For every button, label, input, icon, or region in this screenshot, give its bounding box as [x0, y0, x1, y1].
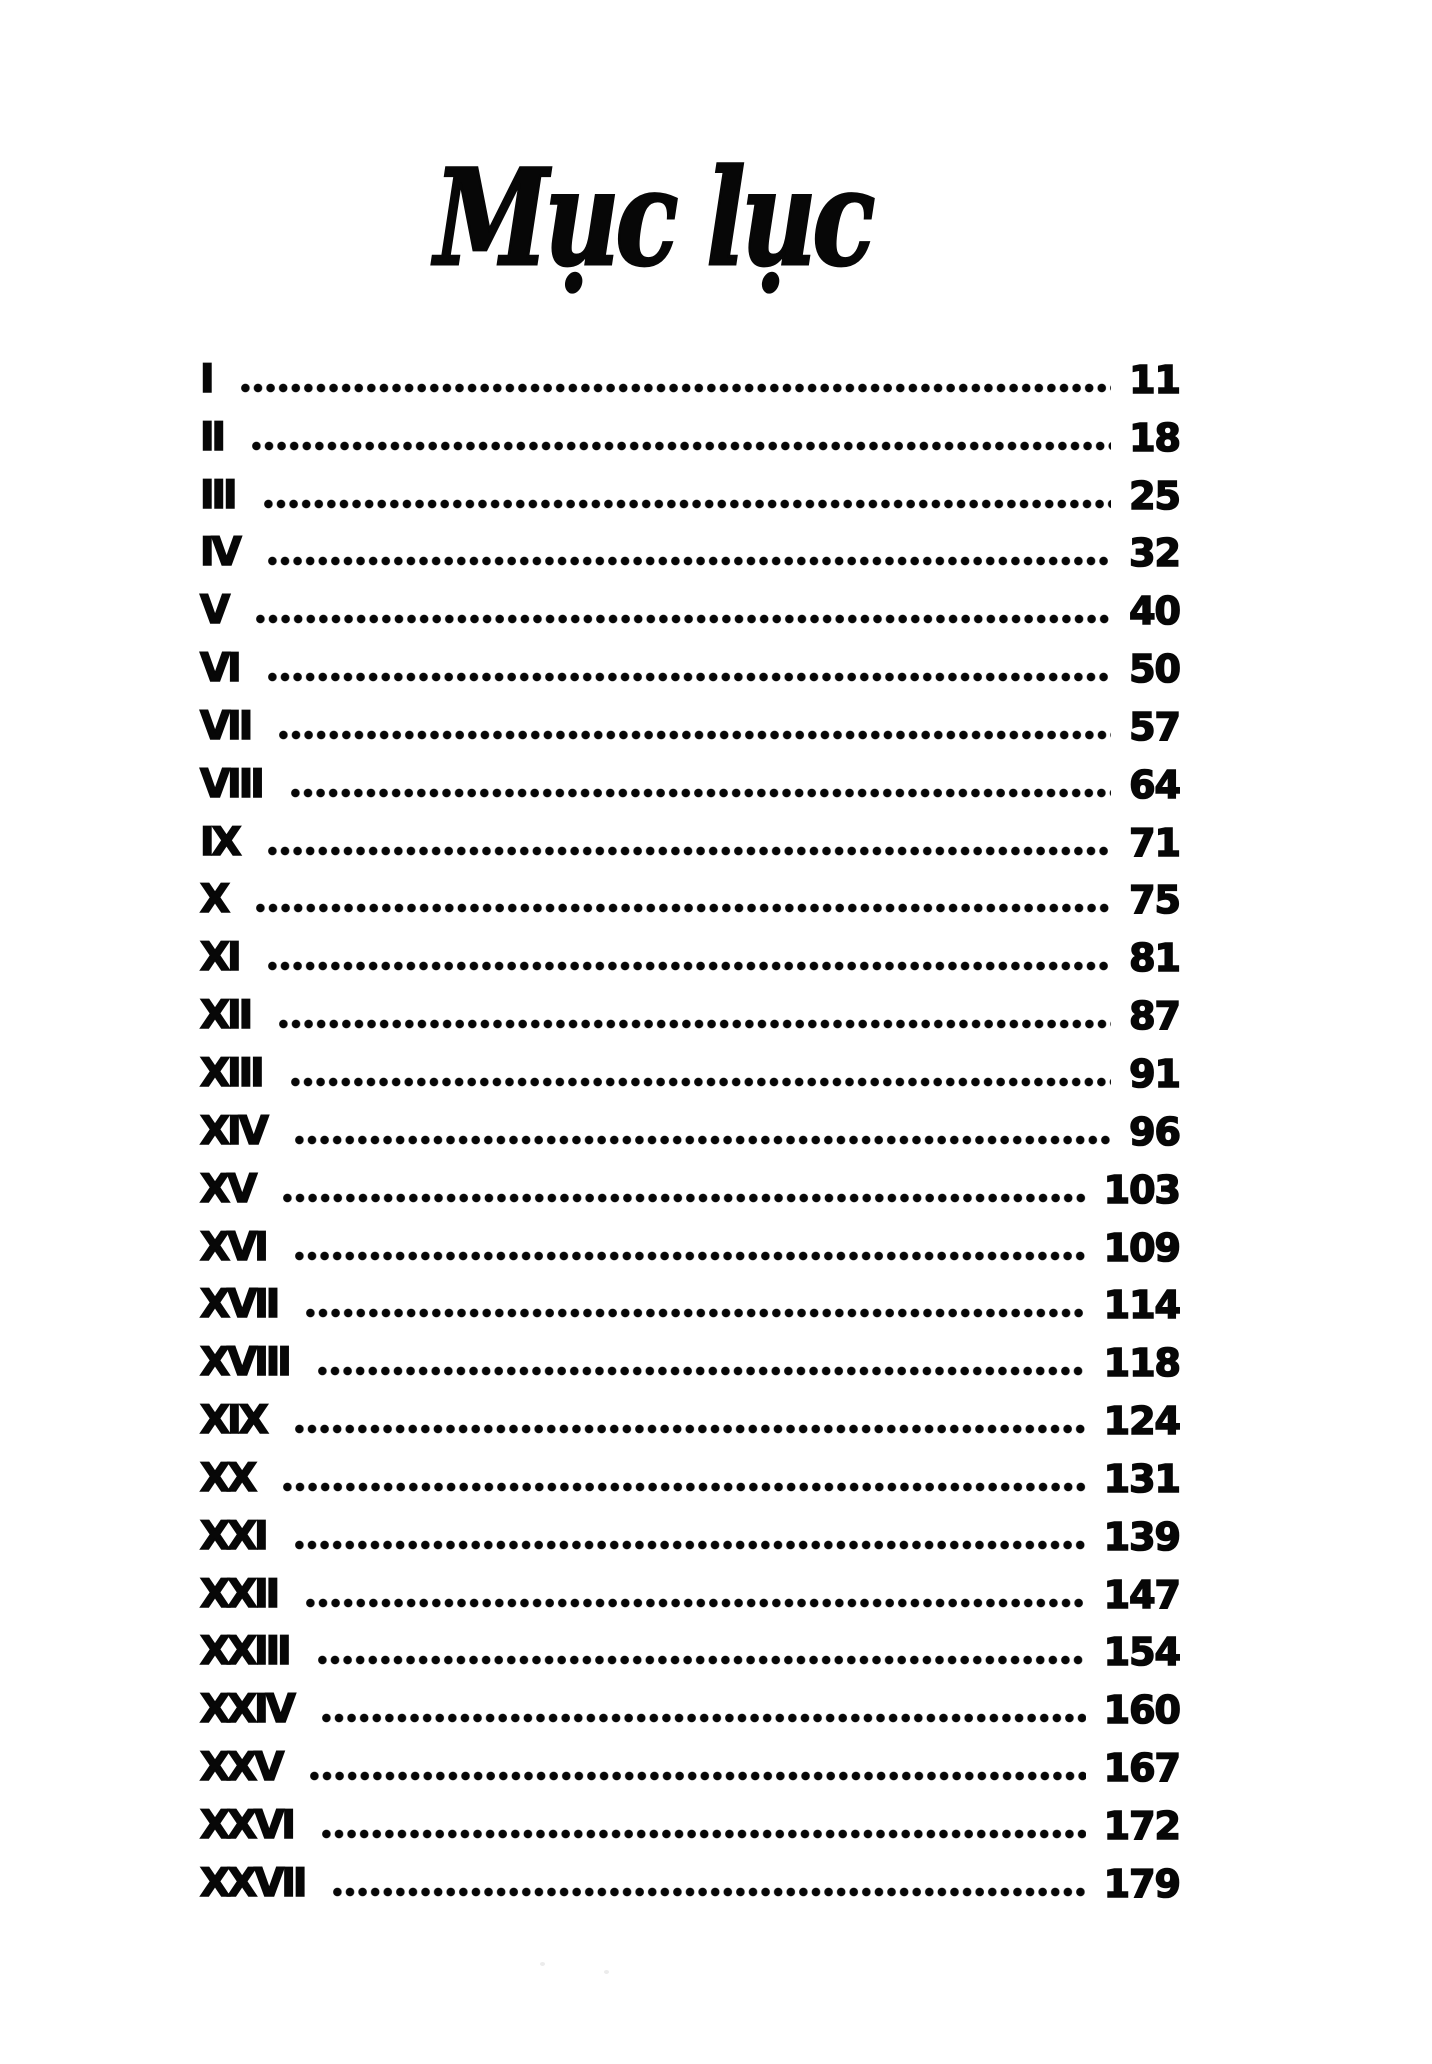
toc-entry-numeral: X: [200, 877, 228, 923]
toc-row: [200, 805, 1180, 863]
toc-entry-numeral: V: [200, 588, 228, 634]
toc-row: [200, 1036, 1180, 1094]
dot-leader: [306, 1308, 1085, 1318]
dot-leader: [279, 730, 1111, 740]
toc-entry-page-number: 147: [1103, 1572, 1180, 1617]
numeral-gap: [269, 1556, 285, 1557]
dot-leader: [252, 441, 1111, 451]
dot-leader: [268, 672, 1111, 682]
toc-row: [200, 1672, 1180, 1733]
numeral-gap: [280, 1614, 296, 1615]
toc-list: [200, 342, 1180, 1904]
toc-entry-numeral: XVIII: [200, 1340, 289, 1386]
toc-row: [200, 747, 1180, 805]
page-title: [0, 140, 1306, 298]
toc-row: [200, 342, 1180, 400]
numeral-gap: [253, 1035, 269, 1036]
numeral-gap: [265, 804, 281, 805]
numeral-gap: [296, 1729, 312, 1730]
toc-row: [200, 573, 1180, 634]
toc-entry-numeral: XXVI: [200, 1802, 293, 1848]
numeral-gap: [269, 1151, 285, 1152]
numeral-gap: [284, 1787, 300, 1788]
numeral-gap: [253, 746, 269, 747]
toc-entry-page-number: 25: [1129, 473, 1180, 518]
toc-row: [200, 920, 1180, 981]
dot-leader: [318, 1366, 1086, 1376]
dot-leader: [295, 1135, 1111, 1145]
toc-entry-numeral: XVI: [200, 1224, 266, 1270]
toc-entry-page-number: 64: [1129, 762, 1180, 807]
dot-leader: [268, 961, 1112, 971]
toc-entry-page-number: 109: [1103, 1225, 1180, 1270]
toc-entry-page-number: 118: [1103, 1341, 1180, 1386]
toc-row: [200, 400, 1180, 458]
toc-entry-numeral: XXII: [200, 1571, 278, 1617]
toc-row: [200, 1730, 1180, 1791]
toc-entry-numeral: XI: [200, 935, 239, 981]
dot-leader: [256, 903, 1111, 913]
toc-entry-numeral: I: [200, 356, 212, 402]
toc-entry-page-number: 91: [1129, 1051, 1180, 1096]
toc-entry-page-number: 124: [1103, 1399, 1180, 1444]
toc-entry-numeral: XXIV: [200, 1687, 293, 1733]
toc-row: [200, 1152, 1180, 1210]
dot-leader: [295, 1424, 1086, 1434]
toc-entry-numeral: XIV: [200, 1108, 266, 1154]
toc-entry-numeral: VIII: [200, 761, 262, 807]
dot-leader: [283, 1193, 1085, 1203]
numeral-gap: [242, 688, 258, 689]
numeral-gap: [296, 1845, 312, 1846]
numeral-gap: [269, 1267, 285, 1268]
numeral-gap: [269, 1440, 285, 1441]
toc-entry-numeral: XIII: [200, 1050, 262, 1096]
toc-entry-numeral: XV: [200, 1166, 255, 1212]
toc-entry-numeral: XII: [200, 993, 251, 1039]
toc-row: [200, 1325, 1180, 1386]
toc-entry-numeral: XIX: [200, 1398, 266, 1444]
toc-entry-numeral: XX: [200, 1455, 255, 1501]
toc-entry-numeral: IX: [200, 819, 239, 865]
numeral-gap: [307, 1903, 323, 1904]
toc-row: [200, 1383, 1180, 1444]
numeral-gap: [215, 399, 231, 400]
toc-entry-page-number: 172: [1103, 1803, 1180, 1848]
dot-leader: [264, 499, 1112, 509]
toc-entry-page-number: 87: [1129, 994, 1180, 1039]
toc-row: [200, 1788, 1180, 1846]
numeral-gap: [238, 515, 254, 516]
toc-entry-page-number: 32: [1129, 531, 1180, 576]
dot-leader: [279, 1019, 1111, 1029]
dot-leader: [322, 1713, 1086, 1723]
toc-row: [200, 1094, 1180, 1152]
toc-entry-page-number: 103: [1103, 1167, 1180, 1212]
toc-entry-page-number: 57: [1129, 704, 1180, 749]
toc-entry-numeral: XXV: [200, 1745, 282, 1791]
dot-leader: [291, 788, 1111, 798]
toc-entry-numeral: III: [200, 472, 235, 518]
toc-row: [200, 1499, 1180, 1557]
toc-entry-page-number: 71: [1129, 820, 1180, 865]
toc-entry-page-number: 139: [1103, 1514, 1180, 1559]
toc-entry-numeral: IV: [200, 530, 239, 576]
toc-row: [200, 1615, 1180, 1673]
numeral-gap: [226, 457, 242, 458]
numeral-gap: [280, 1324, 296, 1325]
dot-leader: [283, 1482, 1086, 1492]
page-title-text: Mục lục: [434, 141, 872, 296]
numeral-gap: [230, 919, 246, 920]
toc-entry-page-number: 40: [1129, 589, 1180, 634]
toc-entry-page-number: 75: [1129, 878, 1180, 923]
dot-leader: [295, 1251, 1086, 1261]
toc-row: [200, 863, 1180, 921]
toc-row: [200, 1210, 1180, 1268]
toc-row: [200, 1268, 1180, 1326]
dot-leader: [310, 1771, 1085, 1781]
numeral-gap: [265, 1093, 281, 1094]
dot-leader: [318, 1655, 1086, 1665]
toc-entry-numeral: XVII: [200, 1282, 278, 1328]
toc-entry-page-number: 81: [1129, 936, 1180, 981]
numeral-gap: [242, 572, 258, 573]
toc-row: [200, 1557, 1180, 1615]
dot-leader: [322, 1829, 1086, 1839]
toc-entry-numeral: XXI: [200, 1513, 266, 1559]
dot-leader: [268, 556, 1111, 566]
toc-entry-page-number: 154: [1103, 1630, 1180, 1675]
numeral-gap: [292, 1382, 308, 1383]
toc-entry-page-number: 179: [1103, 1861, 1180, 1906]
toc-entry-numeral: VI: [200, 646, 239, 692]
toc-entry-page-number: 114: [1103, 1283, 1180, 1328]
toc-entry-numeral: XXVII: [200, 1860, 305, 1906]
dot-leader: [256, 614, 1111, 624]
scan-speck: [540, 1962, 545, 1966]
toc-entry-page-number: 18: [1129, 415, 1180, 460]
toc-entry-page-number: 160: [1103, 1688, 1180, 1733]
dot-leader: [268, 846, 1112, 856]
numeral-gap: [257, 1209, 273, 1210]
numeral-gap: [242, 862, 258, 863]
toc-entry-page-number: 11: [1129, 357, 1180, 402]
scan-speck: [604, 1970, 609, 1974]
toc-entry-numeral: II: [200, 414, 224, 460]
toc-entry-page-number: 50: [1129, 647, 1180, 692]
dot-leader: [295, 1540, 1086, 1550]
dot-leader: [306, 1598, 1086, 1608]
dot-leader: [291, 1077, 1112, 1087]
toc-entry-numeral: XXIII: [200, 1629, 289, 1675]
dot-leader: [333, 1887, 1085, 1897]
toc-entry-numeral: VII: [200, 703, 251, 749]
toc-row: [200, 458, 1180, 516]
numeral-gap: [292, 1671, 308, 1672]
numeral-gap: [257, 1498, 273, 1499]
dot-leader: [241, 383, 1112, 393]
toc-row: [200, 516, 1180, 574]
toc-row: [200, 978, 1180, 1039]
toc-entry-page-number: 96: [1129, 1109, 1180, 1154]
toc-row: [200, 1846, 1180, 1904]
numeral-gap: [230, 630, 246, 631]
toc-row: [200, 689, 1180, 747]
numeral-gap: [242, 977, 258, 978]
toc-entry-page-number: 167: [1103, 1746, 1180, 1791]
toc-row: [200, 1441, 1180, 1499]
toc-row: [200, 631, 1180, 692]
toc-entry-page-number: 131: [1103, 1456, 1180, 1501]
